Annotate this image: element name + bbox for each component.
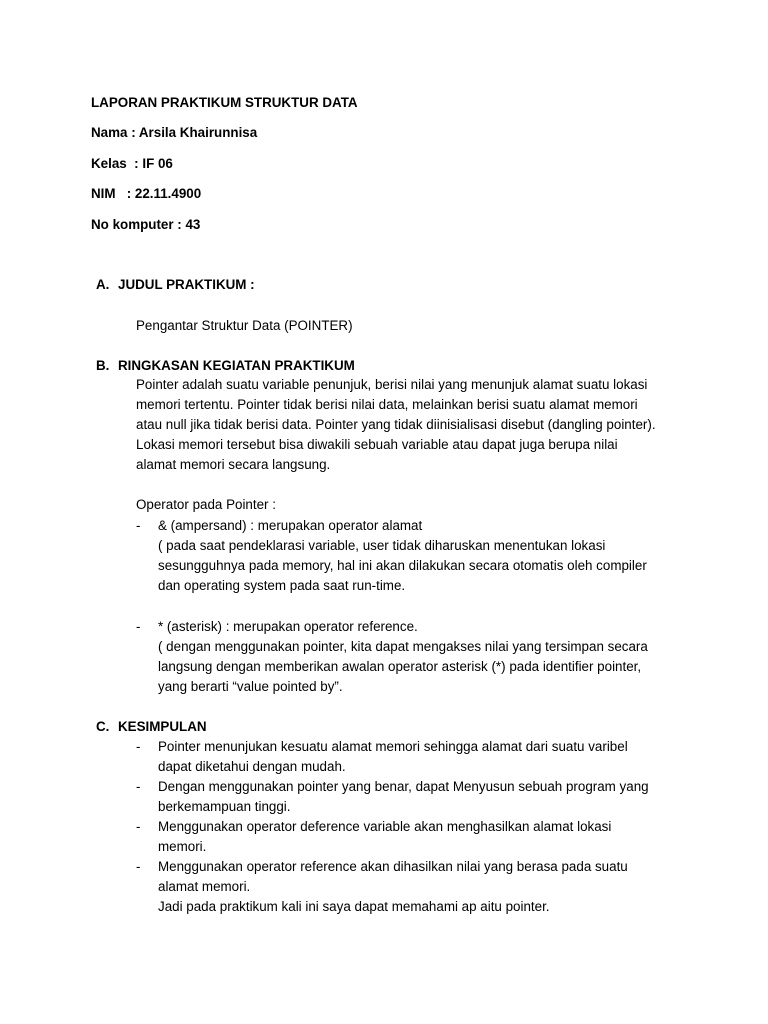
section-c-marker: C. [96, 719, 110, 734]
summary-line: memori tertentu. Pointer tidak berisi nilai data, melainkan berisi suatu alamat memori [136, 397, 638, 412]
list-dash: - [136, 518, 141, 533]
list-dash: - [136, 779, 141, 794]
list-dash: - [136, 619, 141, 634]
operator-asterisk-line: langsung dengan memberikan awalan operator asterisk (*) pada identifier pointer, [158, 659, 642, 674]
conclusion-line: memori. [158, 839, 207, 854]
operator-asterisk-line: yang berarti “value pointed by”. [158, 679, 343, 694]
section-a-marker: A. [96, 277, 110, 292]
student-nim: NIM : 22.11.4900 [91, 186, 202, 201]
report-title: LAPORAN PRAKTIKUM STRUKTUR DATA [91, 95, 358, 110]
student-name: Nama : Arsila Khairunnisa [91, 125, 258, 140]
section-b-heading: RINGKASAN KEGIATAN PRAKTIKUM [118, 358, 355, 373]
operator-asterisk-line: * (asterisk) : merupakan operator reference. [158, 619, 418, 634]
computer-number: No komputer : 43 [91, 217, 201, 232]
section-a-heading: JUDUL PRAKTIKUM : [118, 277, 255, 292]
section-b-marker: B. [96, 358, 110, 373]
summary-line: alamat memori secara langsung. [136, 457, 331, 472]
section-c-heading: KESIMPULAN [118, 719, 207, 734]
operator-asterisk-line: ( dengan menggunakan pointer, kita dapat mengakses nilai yang tersimpan secara [158, 639, 648, 654]
conclusion-line: dapat diketahui dengan mudah. [158, 759, 346, 774]
operator-intro: Operator pada Pointer : [136, 497, 276, 512]
conclusion-line: Dengan menggunakan pointer yang benar, dapat Menyusun sebuah program yang [158, 779, 649, 794]
practicum-title: Pengantar Struktur Data (POINTER) [136, 318, 353, 333]
conclusion-line: alamat memori. [158, 879, 251, 894]
list-dash: - [136, 739, 141, 754]
conclusion-line: Menggunakan operator deference variable akan menghasilkan alamat lokasi [158, 819, 612, 834]
conclusion-line: berkemampuan tinggi. [158, 799, 291, 814]
operator-ampersand-line: sesungguhnya pada memory, hal ini akan dilakukan secara otomatis oleh compiler [158, 558, 647, 573]
conclusion-line: Pointer menunjukan kesuatu alamat memori sehingga alamat dari suatu varibel [158, 739, 628, 754]
student-class: Kelas : IF 06 [91, 156, 173, 171]
operator-ampersand-line: dan operating system pada saat run-time. [158, 578, 406, 593]
closing-statement: Jadi pada praktikum kali ini saya dapat memahami ap aitu pointer. [158, 899, 550, 914]
summary-line: atau null jika tidak berisi data. Pointer yang tidak diinisialisasi disebut (dangling pointer). [136, 417, 656, 432]
summary-line: Lokasi memori tersebut bisa diwakili sebuah variable atau dapat juga berupa nilai [136, 437, 618, 452]
operator-ampersand-line: & (ampersand) : merupakan operator alamat [158, 518, 423, 533]
operator-ampersand-line: ( pada saat pendeklarasi variable, user tidak diharuskan menentukan lokasi [158, 538, 606, 553]
conclusion-line: Menggunakan operator reference akan dihasilkan nilai yang berasa pada suatu [158, 859, 628, 874]
list-dash: - [136, 859, 141, 874]
summary-line: Pointer adalah suatu variable penunjuk, berisi nilai yang menunjuk alamat suatu lokasi [136, 377, 648, 392]
list-dash: - [136, 819, 141, 834]
